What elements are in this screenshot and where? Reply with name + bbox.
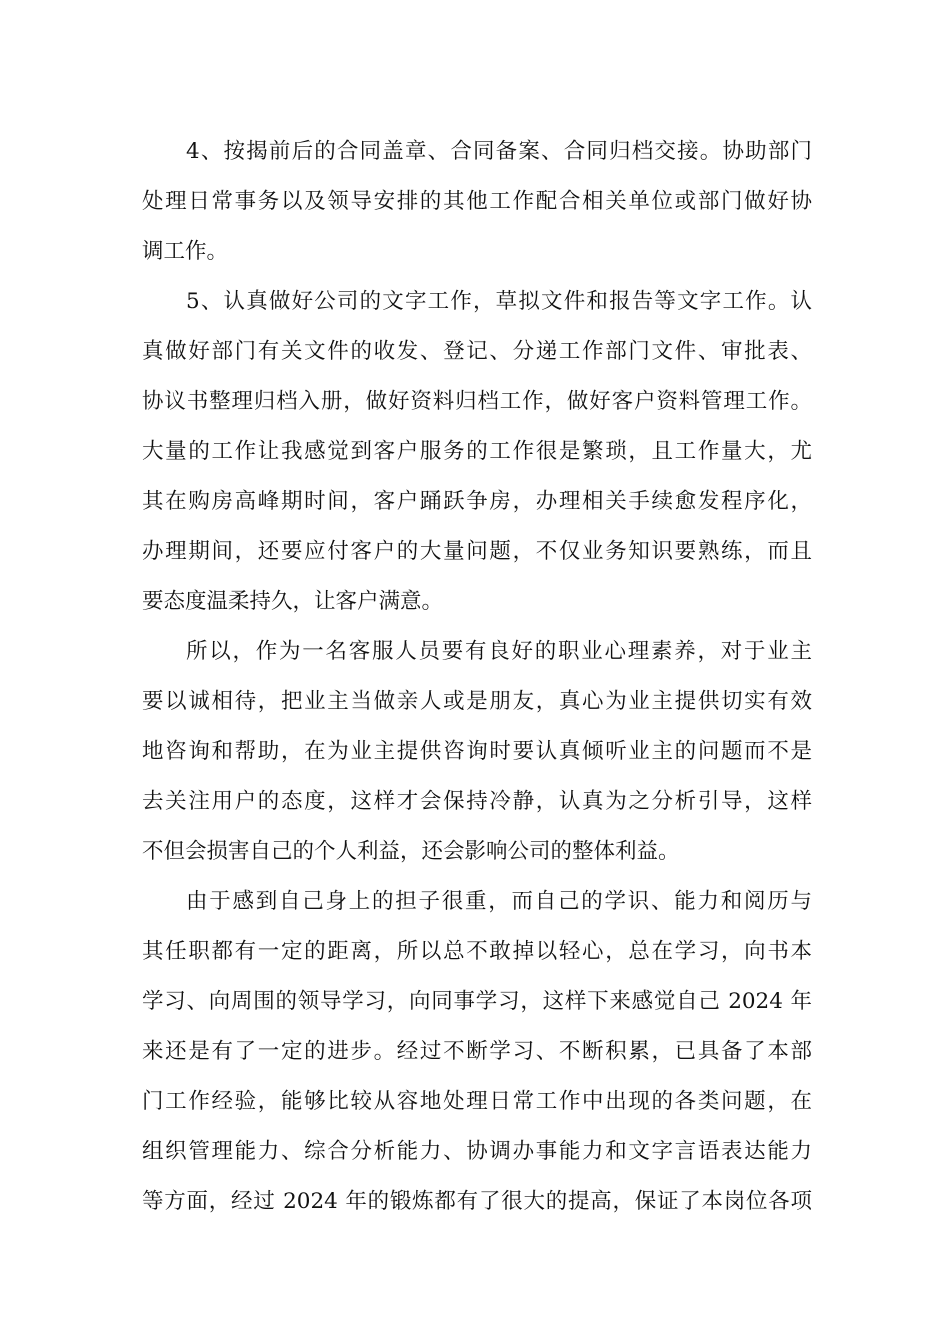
paragraph-self-improvement — [142, 877, 812, 1227]
text-line: 5、认真做好公司的文字工作，草拟文件和报告等文字工作。认 — [186, 289, 812, 314]
text-line: 大量的工作让我感觉到客户服务的工作很是繁琐，且工作量大，尤 — [142, 439, 812, 464]
text-line: 调工作。 — [142, 239, 229, 264]
document-body — [142, 127, 812, 1227]
text-line: 其任职都有一定的距离，所以总不敢掉以轻心，总在学习，向书本 — [142, 939, 812, 964]
text-line: 由于感到自己身上的担子很重，而自己的学识、能力和阅历与 — [186, 889, 812, 914]
paragraph-customer-service — [142, 627, 812, 877]
text-line: 不但会损害自己的个人利益，还会影响公司的整体利益。 — [142, 839, 680, 864]
text-line: 协议书整理归档入册，做好资料归档工作，做好客户资料管理工作。 — [142, 389, 812, 414]
text-line: 4、按揭前后的合同盖章、合同备案、合同归档交接。协助部门 — [186, 139, 812, 164]
text-line: 处理日常事务以及领导安排的其他工作配合相关单位或部门做好协 — [142, 189, 812, 214]
text-line: 要以诚相待，把业主当做亲人或是朋友，真心为业主提供切实有效 — [142, 689, 812, 714]
text-line: 组织管理能力、综合分析能力、协调办事能力和文字言语表达能力 — [142, 1139, 812, 1164]
text-line: 去关注用户的态度，这样才会保持冷静，认真为之分析引导，这样 — [142, 789, 812, 814]
text-line: 来还是有了一定的进步。经过不断学习、不断积累，已具备了本部 — [142, 1039, 812, 1064]
text-line: 等方面，经过 2024 年的锻炼都有了很大的提高，保证了本岗位各项 — [142, 1189, 812, 1214]
text-line: 所以，作为一名客服人员要有良好的职业心理素养，对于业主 — [186, 639, 812, 664]
paragraph-4 — [142, 127, 812, 277]
text-line: 办理期间，还要应付客户的大量问题，不仅业务知识要熟练，而且 — [142, 539, 812, 564]
paragraph-5 — [142, 277, 812, 627]
text-line: 真做好部门有关文件的收发、登记、分递工作部门文件、审批表、 — [142, 339, 812, 364]
text-line: 门工作经验，能够比较从容地处理日常工作中出现的各类问题，在 — [142, 1089, 812, 1114]
text-line: 其在购房高峰期时间，客户踊跃争房，办理相关手续愈发程序化， — [142, 489, 812, 514]
text-line: 学习、向周围的领导学习，向同事学习，这样下来感觉自己 2024 年 — [142, 989, 812, 1014]
text-line: 要态度温柔持久，让客户满意。 — [142, 589, 444, 614]
text-line: 地咨询和帮助，在为业主提供咨询时要认真倾听业主的问题而不是 — [142, 739, 812, 764]
